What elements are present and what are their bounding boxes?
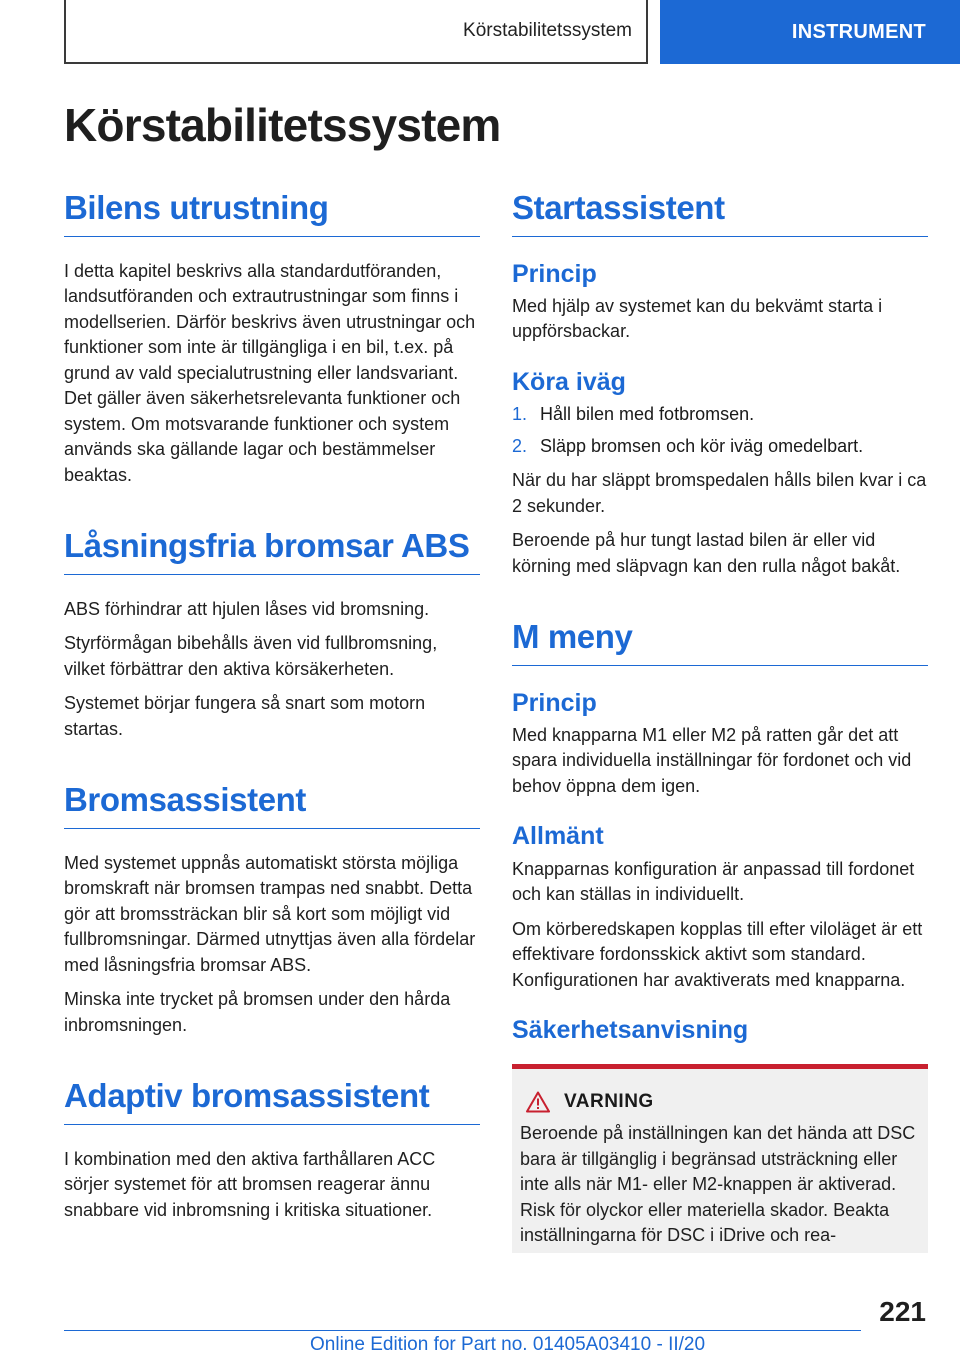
paragraph: Med knapparna M1 eller M2 på ratten går det att spara individuella inställningar för fordonet och vid behov öppna dem igen. bbox=[512, 724, 912, 796]
subsection-title: Allmänt bbox=[512, 822, 604, 851]
paragraph: I kombination med den aktiva farthållaren ACC sörjer systemet för att bromsen reagerar ännu snabbare vid inbromsning i kritiska situationer. bbox=[64, 1148, 436, 1220]
section-title: Låsningsfria bromsar ABS bbox=[64, 526, 480, 575]
warning-box bbox=[512, 1064, 928, 1253]
subsection-kora-ivag bbox=[512, 367, 928, 579]
warning-header bbox=[520, 1091, 920, 1113]
step-text: Släpp bromsen och kör iväg omedelbart. bbox=[540, 435, 864, 456]
section-bilens-utrustning bbox=[64, 188, 480, 488]
section-title: Bilens utrustning bbox=[64, 188, 480, 237]
section-m-meny bbox=[512, 617, 928, 1253]
paragraph: När du har släppt bromspedalen hålls bilen kvar i ca 2 sekunder. bbox=[512, 470, 927, 516]
header-section-label: Körstabilitetssystem bbox=[463, 20, 632, 41]
page-number: 221 bbox=[879, 1296, 926, 1327]
page-title: Körstabilitetssystem bbox=[64, 99, 501, 151]
step-text: Håll bilen med fotbromsen. bbox=[540, 404, 755, 425]
section-title: Adaptiv bromsassistent bbox=[64, 1076, 480, 1125]
steps-list bbox=[512, 402, 928, 459]
paragraph: Beroende på hur tungt lastad bilen är eller vid körning med släpvagn kan den rulla något bakåt. bbox=[512, 530, 901, 576]
list-item bbox=[512, 434, 928, 460]
section-adaptiv-bromsassistent bbox=[64, 1076, 480, 1223]
subsection-title: Säkerhetsanvisning bbox=[512, 1016, 749, 1045]
header-chapter-tab[interactable] bbox=[660, 0, 960, 64]
step-number: 2. bbox=[512, 435, 528, 456]
subsection-sakerhetsanvisning bbox=[512, 1015, 928, 1253]
subsection-princip bbox=[512, 688, 928, 800]
subsection-princip bbox=[512, 259, 928, 345]
paragraph: Knapparnas konfiguration är anpassad till fordonet och kan ställas in individuellt. bbox=[512, 858, 915, 905]
section-abs bbox=[64, 526, 480, 742]
header-section-tab bbox=[64, 0, 648, 64]
warning-label: VARNING bbox=[564, 1091, 654, 1113]
paragraph: Minska inte trycket på bromsen under den hårda inbromsningen. bbox=[64, 989, 451, 1035]
warning-text: Beroende på inställningen kan det hända att DSC bara är tillgänglig i begränsad utsträckning eller inte alls när M1- eller M2-knappen är aktiverad. Risk för olyckor eller materiella skador. Beakta inställningarna för DSC i iDrive och rea- bbox=[520, 1123, 916, 1246]
warning-triangle-icon bbox=[526, 1091, 550, 1113]
list-item bbox=[512, 402, 928, 428]
left-column bbox=[64, 188, 480, 1261]
section-bromsassistent bbox=[64, 780, 480, 1038]
paragraph: Styrförmågan bibehålls även vid fullbromsning, vilket förbättrar den aktiva körsäkerheten. bbox=[64, 633, 438, 679]
section-startassistent bbox=[512, 188, 928, 579]
header-chapter-label: INSTRUMENT bbox=[791, 20, 926, 43]
subsection-title: Köra iväg bbox=[512, 367, 626, 396]
footer-divider bbox=[64, 1330, 861, 1331]
paragraph: Med systemet uppnås automatiskt största möjliga bromskraft när bromsen trampas ned snabbt. Detta gör att bromssträckan blir så kort som möjligt vid fullbromsningar. Därmed utnyttjas även alla fördelar med låsningsfria bromsar ABS. bbox=[64, 852, 476, 975]
step-number: 1. bbox=[512, 404, 528, 425]
subsection-title: Princip bbox=[512, 688, 597, 717]
section-title: Startassistent bbox=[512, 188, 928, 237]
paragraph: Med hjälp av systemet kan du bekvämt starta i uppförsbackar. bbox=[512, 295, 883, 342]
footer-edition: Online Edition for Part no. 01405A03410 - II/20 bbox=[310, 1334, 706, 1355]
paragraph: I detta kapitel beskrivs alla standardutföranden, landsutföranden och extrautrustningar som finns i modellserien. Därför beskrivs även utrustningar och funktioner som inte är tillgängliga i en bil, t.ex. på grund av vald specialutrustning eller landsvariant. Det gäller även säkerhetsrelevanta funktioner och system. Om motsvarande funktioner och system används ska gällande lagar och bestämmelser beaktas. bbox=[64, 260, 476, 485]
section-title: Bromsassistent bbox=[64, 780, 480, 829]
right-column bbox=[512, 188, 928, 1291]
subsection-title: Princip bbox=[512, 259, 597, 288]
paragraph: Systemet börjar fungera så snart som motorn startas. bbox=[64, 693, 426, 739]
section-title: M meny bbox=[512, 617, 928, 666]
subsection-allmant bbox=[512, 821, 928, 993]
paragraph: Om körberedskapen kopplas till efter viloläget är ett effektivare fordonsskick aktivt som standard. Konfigurationen har avaktiverats med knapparna. bbox=[512, 918, 923, 990]
paragraph: ABS förhindrar att hjulen låses vid bromsning. bbox=[64, 598, 430, 619]
